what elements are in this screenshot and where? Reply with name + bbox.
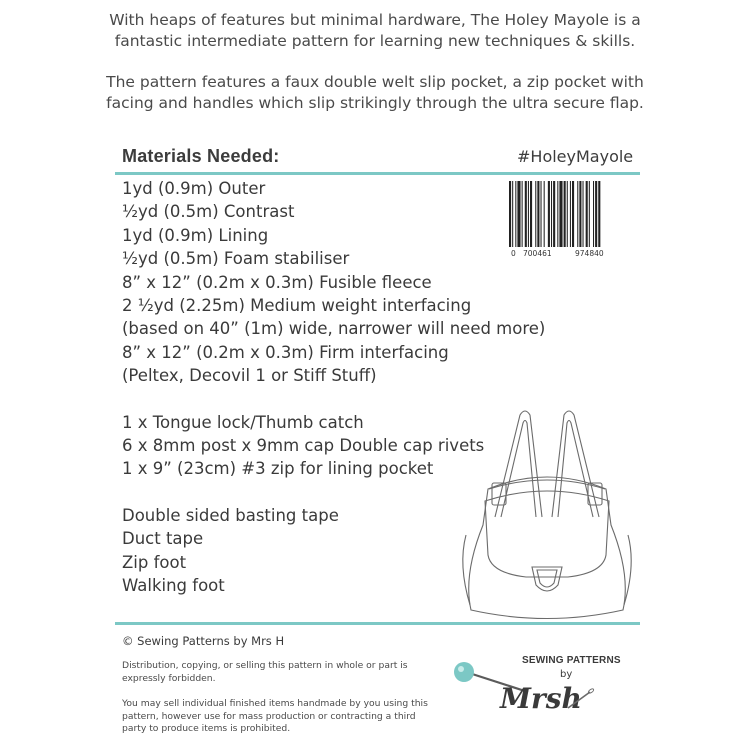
list-item: 8” x 12” (0.2m x 0.3m) Firm interfacing — [122, 342, 449, 362]
fabrics-group — [122, 177, 552, 388]
barcode-bar — [528, 181, 529, 247]
brand-script: Mrsh — [500, 682, 582, 715]
list-item: (based on 40” (1m) wide, narrower will need more) — [122, 319, 546, 339]
list-item: Walking foot — [122, 576, 225, 596]
barcode-bar — [570, 181, 571, 247]
barcode-bar — [522, 181, 523, 247]
barcode-bar — [530, 181, 532, 247]
barcode-bar — [572, 181, 574, 247]
list-item: 1 x 9” (23cm) #3 zip for lining pocket — [122, 459, 434, 479]
barcode-bar — [583, 181, 584, 247]
pin-head-icon — [454, 662, 474, 682]
barcode-bar — [525, 181, 527, 247]
barcode-bar — [586, 181, 588, 247]
list-item: Zip foot — [122, 552, 187, 572]
brand-logo — [450, 662, 640, 747]
list-item: Double sided basting tape — [122, 505, 339, 525]
barcode-bar — [553, 181, 555, 247]
notice-paragraph-2: You may sell individual finished items handmade by you using this pattern, however use for mass production or contracting a third party to produce items is prohibited. — [122, 698, 428, 735]
intro-text — [95, 10, 655, 134]
intro-paragraph-2: The pattern features a faux double welt slip pocket, a zip pocket with facing and handles which slip strikingly through the ultra secure flap. — [106, 73, 644, 112]
barcode-bar — [509, 181, 511, 247]
barcode-digits-left: 0 — [511, 249, 516, 258]
copyright: © Sewing Patterns by Mrs H — [122, 634, 285, 648]
list-item: 2 ½yd (2.25m) Medium weight interfacing — [122, 296, 472, 316]
barcode-bar — [579, 181, 581, 247]
barcode-digits-right: 974840 — [575, 249, 604, 258]
brand-line: SEWING PATTERNS — [522, 655, 621, 666]
barcode-bar — [537, 181, 539, 247]
list-item: 8” x 12” (0.2m x 0.3m) Fusible fleece — [122, 272, 432, 292]
list-item: 1yd (0.9m) Lining — [122, 225, 269, 245]
barcode-bar — [551, 181, 552, 247]
brand-by: by — [560, 669, 573, 680]
barcode-bar — [515, 181, 516, 247]
barcode-bar — [548, 181, 550, 247]
divider-top — [115, 172, 640, 175]
list-item: Duct tape — [122, 529, 204, 549]
notice-paragraph-1: Distribution, copying, or selling this pattern in whole or part is expressly forbidden. — [122, 660, 408, 684]
list-item: (Peltex, Decovil 1 or Stiff Stuff) — [122, 366, 377, 386]
barcode-bar — [593, 181, 594, 247]
barcode-bar — [512, 181, 513, 247]
barcode — [509, 181, 632, 259]
barcode-bar — [517, 181, 520, 247]
barcode-bar — [567, 181, 568, 247]
barcode-bar — [557, 181, 558, 247]
barcode-bars — [509, 181, 600, 247]
barcode-bar — [559, 181, 562, 247]
intro-paragraph-1: With heaps of features but minimal hardware, The Holey Mayole is a fantastic intermediate pattern for learning new techniques & skills. — [109, 11, 641, 50]
divider-bottom — [115, 622, 640, 625]
barcode-digits-middle: 700461 — [523, 249, 552, 258]
list-item: ½yd (0.5m) Contrast — [122, 202, 295, 222]
barcode-bar — [541, 181, 542, 247]
bag-illustration — [448, 405, 646, 620]
barcode-bar — [577, 181, 578, 247]
materials-heading: Materials Needed: — [122, 146, 280, 166]
barcode-bar — [535, 181, 536, 247]
barcode-bar — [564, 181, 566, 247]
list-item: 1yd (0.9m) Outer — [122, 179, 266, 198]
legal-notice — [122, 660, 442, 749]
list-item: 1 x Tongue lock/Thumb catch — [122, 412, 364, 432]
barcode-bar — [598, 181, 600, 247]
list-item: ½yd (0.5m) Foam stabiliser — [122, 249, 350, 269]
barcode-bar — [595, 181, 597, 247]
hashtag: #HoleyMayole — [517, 147, 634, 166]
list-item: 6 x 8mm post x 9mm cap Double cap rivets — [122, 436, 485, 456]
barcode-bar — [589, 181, 590, 247]
barcode-bar — [544, 181, 545, 247]
